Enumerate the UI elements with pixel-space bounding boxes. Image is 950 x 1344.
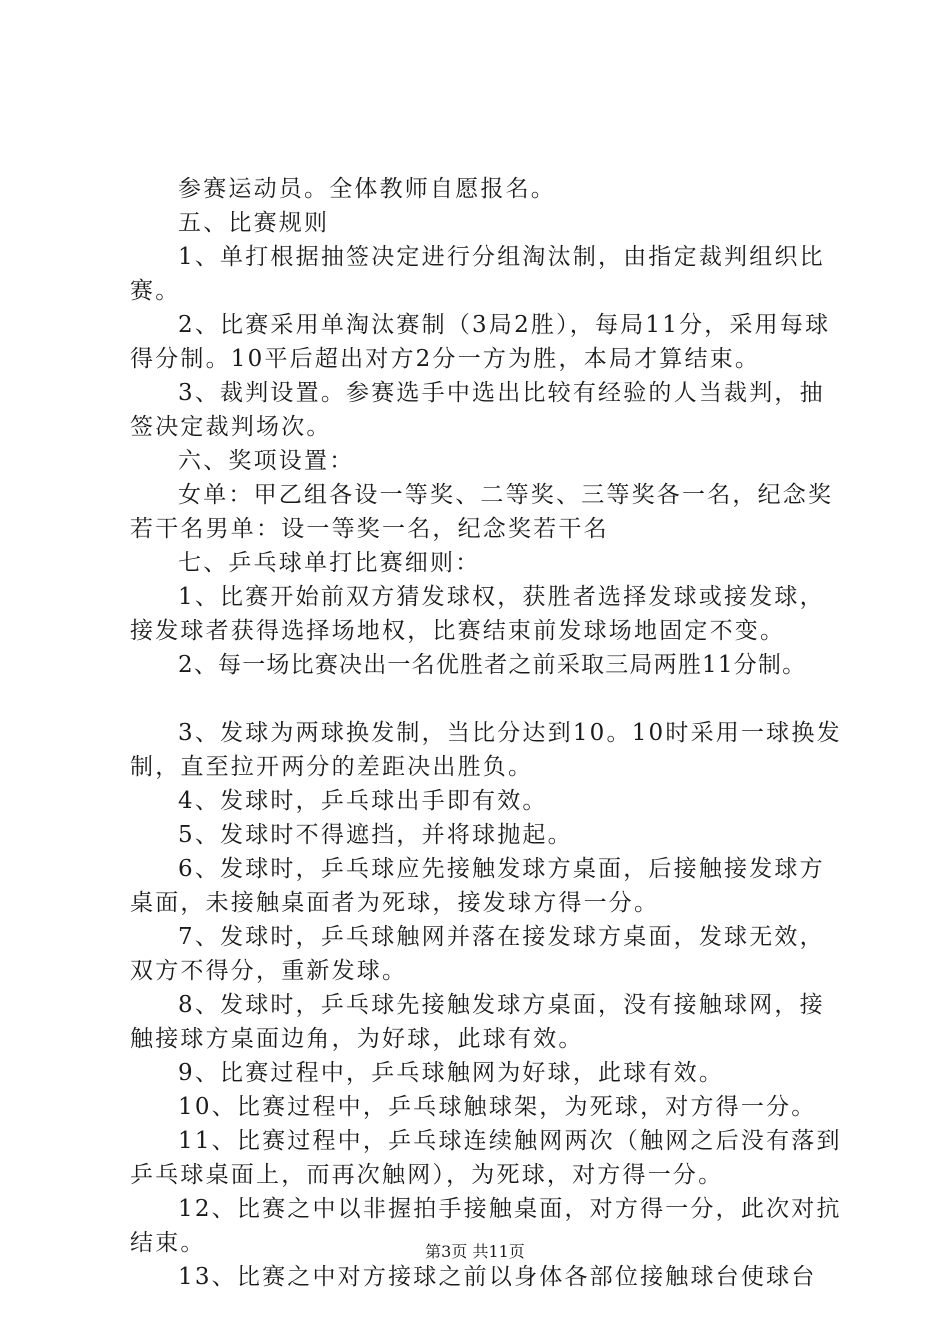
paragraph-detail-7: 7、发球时，乒乓球触网并落在接发球方桌面，发球无效，双方不得分，重新发球。 xyxy=(130,924,825,984)
document-body xyxy=(130,172,842,1294)
paragraph-detail-12: 12、比赛之中以非握拍手接触桌面，对方得一分，此次对抗结束。 xyxy=(130,1196,842,1256)
paragraph-detail-3: 3、发球为两球换发制，当比分达到10。10时采用一球换发制，直至拉开两分的差距决出胜负。 xyxy=(130,720,842,780)
paragraph-detail-6: 6、发球时，乒乓球应先接触发球方桌面，后接触接发球方桌面，未接触桌面者为死球，接发球方得一分。 xyxy=(130,856,825,916)
paragraph-detail-1: 1、比赛开始前双方猜发球权，获胜者选择发球或接发球，接发球者获得选择场地权，比赛结束前发球场地固定不变。 xyxy=(130,584,825,644)
paragraph-awards: 女单：甲乙组各设一等奖、二等奖、三等奖各一名，纪念奖若干名男单：设一等奖一名，纪念奖若干名 xyxy=(130,482,834,542)
paragraph-detail-13: 13、比赛之中对方接球之前以身体各部位接触球台使球台 xyxy=(178,1264,817,1290)
paragraph-detail-9: 9、比赛过程中，乒乓球触网为好球，此球有效。 xyxy=(178,1060,725,1086)
paragraph-spacer xyxy=(130,682,842,716)
paragraph-rule-1: 1、单打根据抽签决定进行分组淘汰制，由指定裁判组织比赛。 xyxy=(130,244,825,304)
paragraph-detail-11: 11、比赛过程中，乒乓球连续触网两次（触网之后没有落到乒乓球桌面上，而再次触网），为死球，对方得一分。 xyxy=(130,1128,842,1188)
paragraph-detail-4: 4、发球时，乒乓球出手即有效。 xyxy=(178,788,548,814)
heading-rules: 五、比赛规则 xyxy=(178,210,330,236)
paragraph-rule-3: 3、裁判设置。参赛选手中选出比较有经验的人当裁判，抽签决定裁判场次。 xyxy=(130,380,825,440)
page-number-footer: 第3页 共11页 xyxy=(425,1242,525,1261)
paragraph-detail-8: 8、发球时，乒乓球先接触发球方桌面，没有接触球网，接触接球方桌面边角，为好球，此球有效。 xyxy=(130,992,825,1052)
paragraph-detail-10: 10、比赛过程中，乒乓球触球架，为死球，对方得一分。 xyxy=(178,1094,817,1120)
heading-awards: 六、奖项设置： xyxy=(178,448,355,474)
paragraph-detail-5: 5、发球时不得遮挡，并将球抛起。 xyxy=(178,822,573,848)
paragraph-detail-2: 2、每一场比赛决出一名优胜者之前采取三局两胜11分制。 xyxy=(178,652,807,678)
paragraph-rule-2: 2、比赛采用单淘汰赛制（3局2胜），每局11分，采用每球得分制。10平后超出对方2分一方为胜，本局才算结束。 xyxy=(130,312,831,372)
heading-singles-details: 七、乒乓球单打比赛细则： xyxy=(178,550,481,576)
paragraph-participants: 参赛运动员。全体教师自愿报名。 xyxy=(178,176,556,202)
